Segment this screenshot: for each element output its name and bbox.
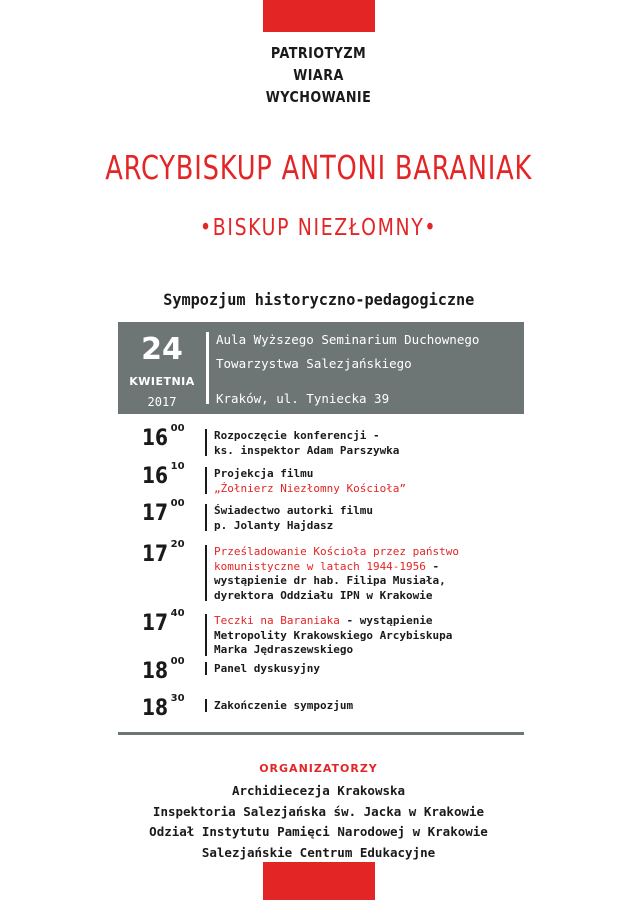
agenda-line-suffix: - wystąpienie	[339, 614, 433, 627]
agenda-line-text: ks. inspektor Adam Parszywka	[214, 443, 400, 457]
agenda-line-text: wystąpienie dr hab. Filipa Musiała,	[214, 574, 446, 587]
venue-panel	[118, 322, 524, 414]
venue-line-1: Aula Wyższego Seminarium Duchownego	[216, 332, 480, 347]
agenda-line	[214, 504, 373, 519]
motto	[0, 42, 637, 108]
agenda-description	[214, 429, 399, 458]
symposium-heading: Sympozjum historyczno-pedagogiczne	[162, 290, 475, 309]
agenda-line	[214, 589, 459, 604]
agenda-minute: 00	[170, 655, 185, 667]
agenda-description	[214, 662, 320, 677]
agenda-line-text: Zakończenie sympozjum	[214, 699, 354, 712]
agenda-line	[214, 699, 353, 714]
agenda-line-text: Metropolity Krakowskiego Arcybiskupa	[214, 628, 453, 642]
organizers-list	[0, 781, 637, 863]
agenda-time	[142, 655, 185, 684]
motto-line: PATRIOTYZM	[270, 44, 367, 62]
agenda-time	[142, 538, 185, 567]
agenda-hour: 17	[142, 611, 169, 636]
top-red-bar	[263, 0, 375, 32]
agenda-line	[214, 574, 459, 589]
page-title: ARCYBISKUP ANTONI BARANIAK	[104, 148, 532, 187]
agenda-hour: 18	[142, 659, 169, 684]
agenda-description	[214, 467, 406, 496]
agenda-line-text: Rozpoczęcie konferencji -	[214, 429, 380, 442]
agenda-minute: 00	[170, 422, 185, 434]
organizer-item: Inspektoria Salezjańska św. Jacka w Krakowie	[152, 803, 485, 819]
agenda-minute: 30	[170, 692, 185, 704]
organizer-item: Odział Instytutu Pamięci Narodowej w Krakowie	[149, 824, 488, 839]
agenda-line-text: Marka Jędraszewskiego	[214, 643, 354, 656]
bottom-red-bar	[263, 862, 375, 900]
divider-line	[118, 732, 524, 735]
agenda-line	[214, 545, 459, 560]
agenda-time	[142, 497, 185, 526]
venue-line-2: Towarzystwa Salezjańskiego	[216, 356, 412, 371]
agenda-description	[214, 504, 373, 533]
agenda-description	[214, 614, 452, 658]
agenda-line-text: p. Jolanty Hajdasz	[214, 518, 334, 532]
agenda-hour: 17	[142, 542, 169, 567]
agenda-line-suffix: -	[425, 559, 440, 573]
agenda-description	[214, 699, 353, 714]
agenda-hour: 18	[142, 696, 169, 721]
agenda-divider	[205, 504, 207, 531]
agenda-line-text: Świadectwo autorki filmu	[214, 504, 373, 517]
agenda-line-text: „Żołnierz Niezłomny Kościoła”	[214, 481, 407, 495]
agenda-divider	[205, 429, 207, 456]
agenda-line	[214, 519, 373, 534]
agenda-line-text: Teczki na Baraniaka	[214, 614, 340, 627]
event-month: KWIETNIA	[129, 375, 195, 388]
event-year: 2017	[147, 395, 177, 409]
agenda-line	[214, 444, 399, 459]
agenda-divider	[205, 467, 207, 494]
agenda-line	[214, 643, 452, 658]
agenda-line-text: dyrektora Oddziału IPN w Krakowie	[214, 588, 433, 602]
event-day: 24	[141, 332, 183, 367]
agenda-line-text: Projekcja filmu	[214, 467, 314, 480]
motto-line: WIARA	[293, 66, 344, 84]
agenda-line-text: Prześladowanie Kościoła przez państwo	[214, 545, 460, 558]
agenda-line	[214, 629, 452, 644]
agenda-minute: 00	[170, 497, 185, 509]
agenda-time	[142, 607, 185, 636]
organizer-item: Salezjańskie Centrum Edukacyjne	[201, 844, 436, 860]
motto-line: WYCHOWANIE	[265, 88, 372, 106]
agenda-time	[142, 692, 185, 721]
venue-address: Kraków, ul. Tyniecka 39	[216, 391, 390, 406]
agenda-line	[214, 662, 320, 677]
event-date	[118, 322, 206, 414]
page-subtitle: •BISKUP NIEZŁOMNY•	[199, 215, 438, 241]
agenda-line	[214, 467, 406, 482]
agenda-line	[214, 560, 459, 575]
organizers-heading: ORGANIZATORZY	[259, 762, 378, 775]
agenda-line	[214, 482, 406, 497]
agenda-time	[142, 460, 185, 489]
agenda-minute: 40	[170, 607, 185, 619]
agenda-line	[214, 614, 452, 629]
agenda-minute: 20	[170, 538, 185, 550]
venue-divider	[206, 332, 209, 404]
agenda-hour: 17	[142, 501, 169, 526]
agenda-divider	[205, 699, 207, 712]
agenda-minute: 10	[170, 460, 185, 472]
agenda-description	[214, 545, 459, 603]
agenda-hour: 16	[142, 464, 169, 489]
organizer-item: Archidiecezja Krakowska	[231, 783, 406, 798]
agenda-hour: 16	[142, 426, 169, 451]
agenda-line-text: komunistyczne w latach 1944-1956	[214, 559, 426, 573]
agenda-line-text: Panel dyskusyjny	[214, 662, 320, 675]
agenda-time	[142, 422, 185, 451]
agenda-divider	[205, 545, 207, 601]
agenda-line	[214, 429, 399, 444]
agenda-divider	[205, 662, 207, 675]
agenda-divider	[205, 614, 207, 656]
